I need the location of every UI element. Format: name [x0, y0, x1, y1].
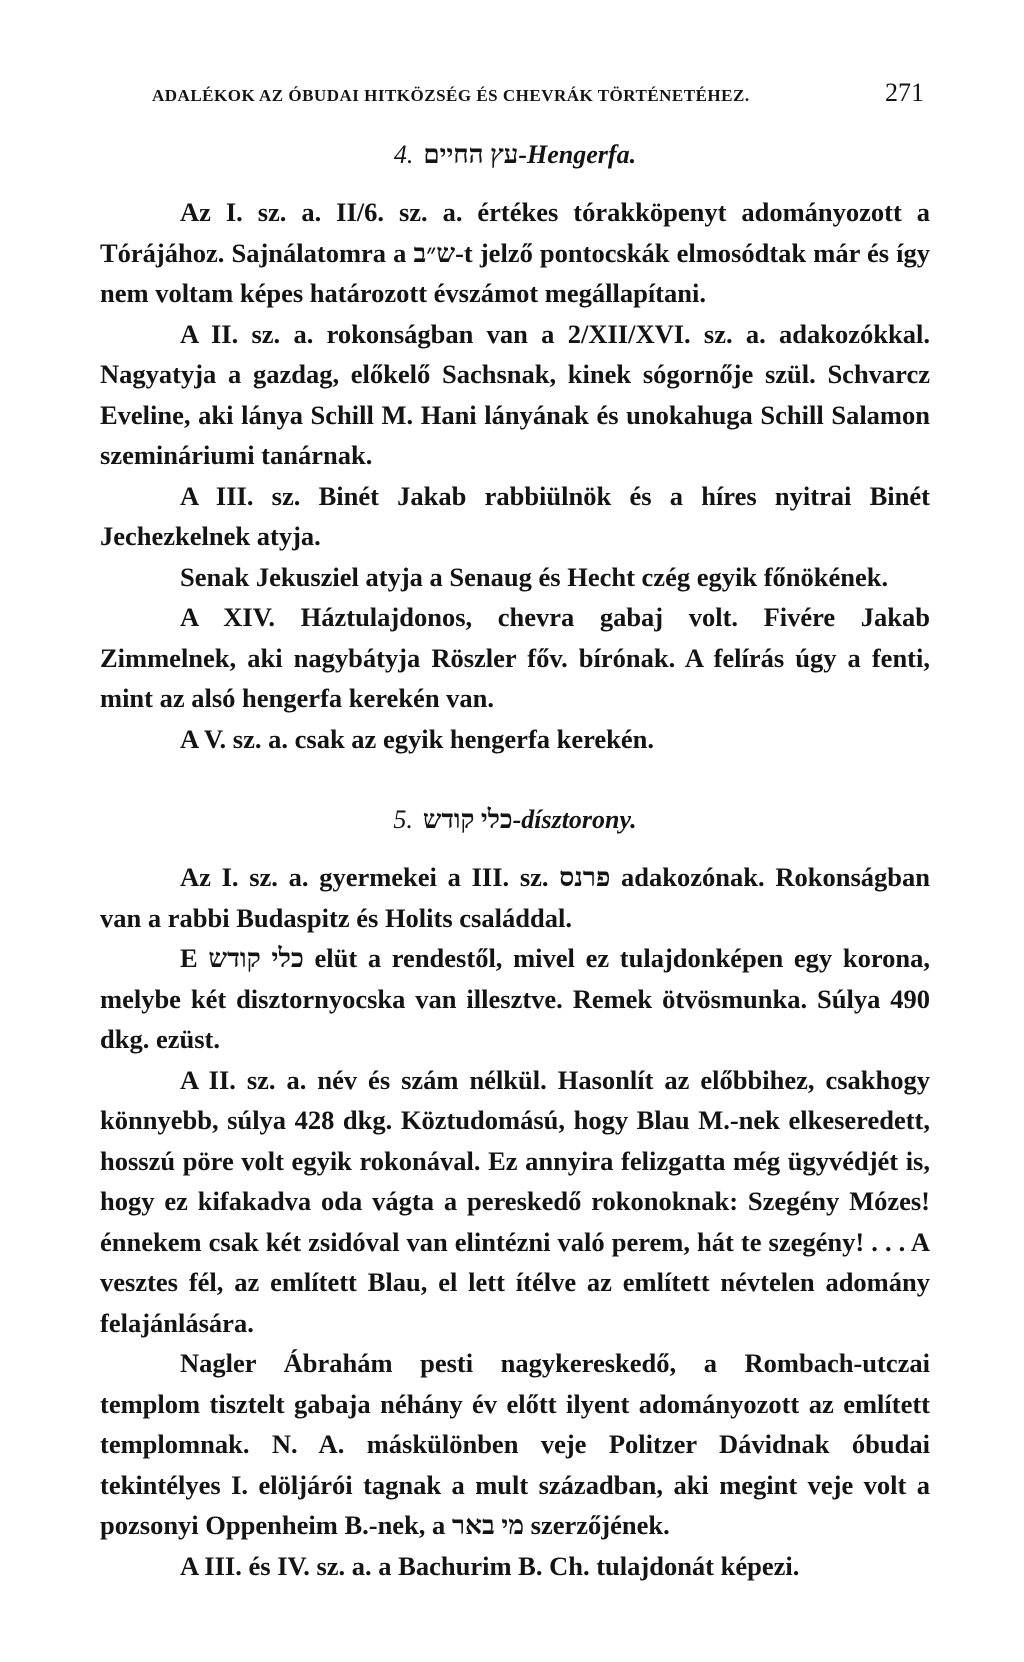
section-5-heading [100, 805, 930, 839]
running-head-title: ADALÉKOK AZ ÓBUDAI HITKÖZSÉG ÉS CHEVRÁK TÖRTÉNETÉHEZ. [152, 86, 750, 105]
section-5-number: 5. [393, 805, 413, 834]
running-head [100, 78, 930, 122]
section-4-paragraph-4: Senak Jekusziel atyja a Senaug és Hecht czég egyik főnökének. [180, 561, 889, 592]
section-4-number: 4. [393, 140, 414, 169]
section-5-paragraph-1: Az I. sz. a. gyermekei a III. sz. פרנס adakozónak. Rokonságban van a rabbi Budaspitz és Holits családdal. [100, 862, 930, 933]
section-5-hebrew-title: כלי קודש [422, 805, 513, 834]
section-5-paragraph-5: A III. és IV. sz. a. a Bachurim B. Ch. tulajdonát képezi. [180, 1550, 800, 1581]
section-4-title: -Hengerfa. [518, 140, 637, 169]
section-4-paragraph-2: A II. sz. a. rokonságban van a 2/XII/XVI. sz. a. adakozókkal. Nagyatyja a gazdag, előkelő Sachsnak, kinek sógornője szül. Schvarcz Eveline, aki lánya Schill M. Hani lányának és unokahuga Schill Salamon szemináriumi tanárnak. [100, 318, 930, 470]
section-5-paragraph-3: A II. sz. a. név és szám nélkül. Hasonlít az előbbihez, csakhogy könnyebb, súlya 428 dkg. Köztudomású, hogy Blau M.-nek elkeseredett, hosszú pöre volt egyik rokonával. Ez annyira felizgatta még ügyvédjét is, hogy ez kifakadva oda vágta a pereskedő rokonoknak: Szegény Mózes! énnekem csak két zsidóval van elintézni való perem, hát te szegény! . . . A vesztes fél, az említett Blau, el lett ítélve az említett névtelen adomány felajánlására. [100, 1064, 930, 1338]
section-4-paragraph-5: A XIV. Háztulajdonos, chevra gabaj volt. Fivére Jakab Zimmelnek, aki nagybátyja Röszler főv. bírónak. A felírás úgy a fenti, mint az alsó hengerfa kerekén van. [100, 602, 930, 713]
section-4-paragraph-3: A III. sz. Binét Jakab rabbiülnök és a híres nyitrai Binét Jechezkelnek atyja. [100, 480, 930, 551]
section-4-heading [100, 140, 930, 174]
page-number: 271 [885, 78, 924, 107]
section-4-paragraph-1: Az I. sz. a. II/6. sz. a. értékes tórakköpenyt adományozott a Tórájához. Sajnálatomra a ש״ב-t jelző pontocskák elmosódtak már és így nem voltam képes határozott évszámot megállapítani. [100, 197, 930, 308]
book-page [100, 78, 930, 1586]
section-4-paragraph-6: A V. sz. a. csak az egyik hengerfa kerekén. [180, 723, 655, 754]
section-5-title: -dísztorony. [512, 805, 637, 834]
section-4-hebrew-title: עץ החיים [423, 140, 519, 169]
section-5-paragraph-4: Nagler Ábrahám pesti nagykereskedő, a Rombach-utczai templom tisztelt gabaja néhány év előtt ilyent adományozott az említett templomnak. N. A. máskülönben veje Politzer Dávidnak óbudai tekintélyes I. elöljárói tagnak a mult században, aki megint veje volt a pozsonyi Oppenheim B.-nek, a מי באר szerzőjének. [100, 1348, 930, 1540]
section-5-paragraph-2: E כלי קודש elüt a rendestől, mivel ez tulajdonképen egy korona, melybe két disztornyocska van illesztve. Remek ötvösmunka. Súlya 490 dkg. ezüst. [100, 943, 930, 1054]
